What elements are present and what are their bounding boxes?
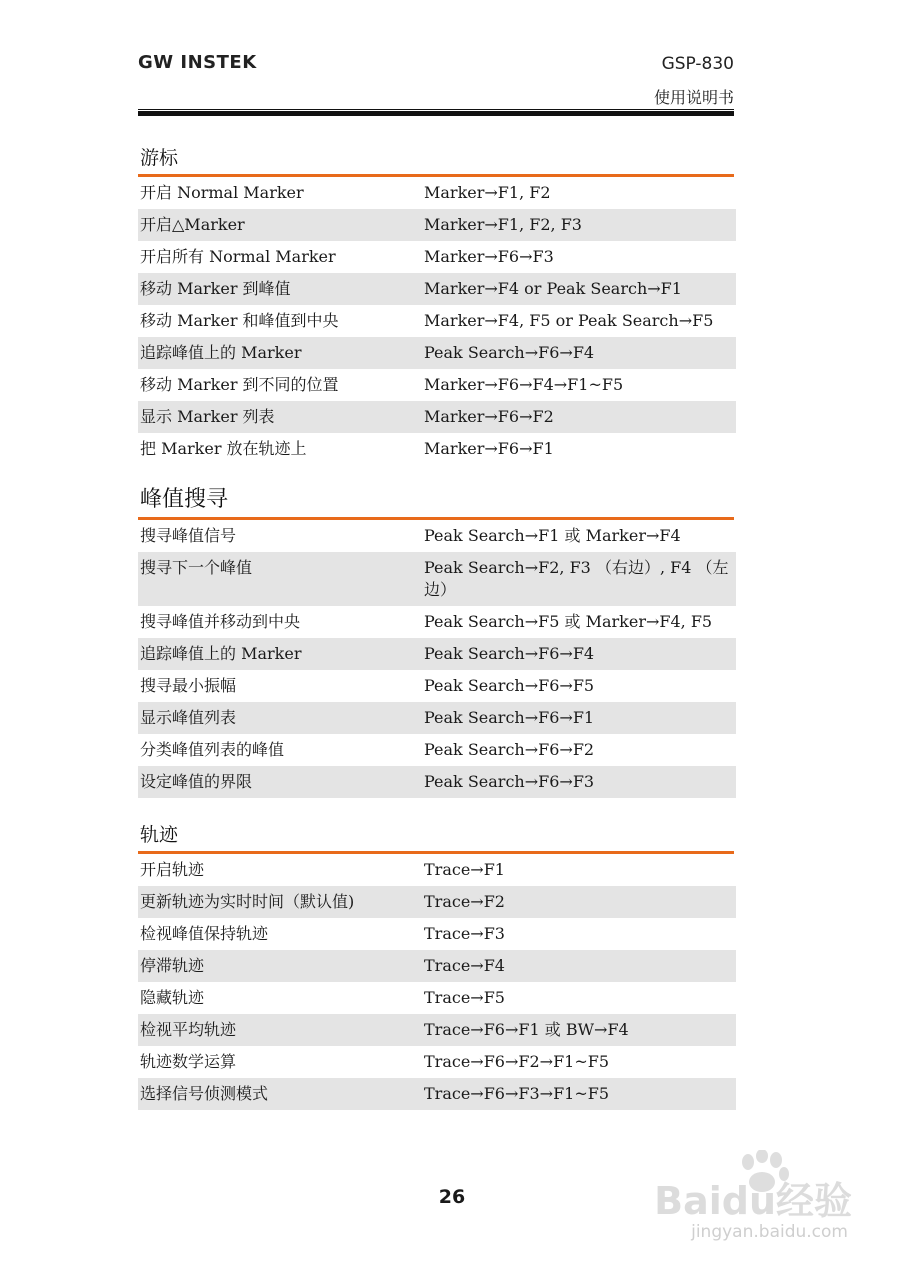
table-row xyxy=(138,433,736,465)
function-cell: 检视平均轨迹 xyxy=(140,1020,237,1039)
page-number: 26 xyxy=(438,1186,466,1208)
keys-cell: Peak Search→F6→F2 xyxy=(424,740,595,759)
keys-cell: Peak Search→F5 或 Marker→F4, F5 xyxy=(424,612,713,631)
watermark-url: jingyan.baidu.com xyxy=(691,1222,848,1242)
keys-cell: Trace→F3 xyxy=(424,924,505,943)
table-row xyxy=(138,950,736,982)
table-row xyxy=(138,918,736,950)
function-cell: 追踪峰值上的 Marker xyxy=(140,343,302,362)
function-cell: 设定峰值的界限 xyxy=(140,772,253,791)
manual-label: 使用说明书 xyxy=(653,88,734,107)
function-cell: 隐藏轨迹 xyxy=(140,988,205,1007)
keys-cell: Marker→F6→F4→F1~F5 xyxy=(424,375,624,394)
function-cell: 轨迹数学运算 xyxy=(140,1052,237,1071)
keys-cell: Marker→F6→F1 xyxy=(424,439,554,458)
model-name: GSP-830 xyxy=(661,54,734,74)
table-row xyxy=(138,552,736,606)
function-cell: 显示 Marker 列表 xyxy=(140,407,275,426)
keys-cell: Trace→F5 xyxy=(424,988,505,1007)
section-marker xyxy=(138,143,736,465)
keys-cell: Peak Search→F6→F1 xyxy=(424,708,595,727)
keys-cell: Peak Search→F6→F4 xyxy=(424,343,595,362)
keys-cell: Trace→F6→F3→F1~F5 xyxy=(424,1084,610,1103)
section-title: 峰值搜寻 xyxy=(138,482,734,520)
function-cell: 分类峰值列表的峰值 xyxy=(140,740,285,759)
keys-cell: Trace→F6→F1 或 BW→F4 xyxy=(424,1020,629,1039)
watermark-logo: Baidu经验 xyxy=(654,1179,852,1223)
table-row xyxy=(138,1014,736,1046)
table-row xyxy=(138,638,736,670)
keys-cell: Trace→F1 xyxy=(424,860,505,879)
function-cell: 显示峰值列表 xyxy=(140,708,237,727)
section-peak-search xyxy=(138,482,736,798)
table-row xyxy=(138,702,736,734)
function-cell: 开启轨迹 xyxy=(140,860,205,879)
function-cell: 追踪峰值上的 Marker xyxy=(140,644,302,663)
function-cell: 移动 Marker 和峰值到中央 xyxy=(140,311,339,330)
table-row xyxy=(138,273,736,305)
table-row xyxy=(138,520,736,552)
header-rule xyxy=(138,111,734,116)
function-cell: 选择信号侦测模式 xyxy=(140,1084,269,1103)
function-cell: 搜寻峰值并移动到中央 xyxy=(140,612,301,631)
table-row xyxy=(138,606,736,638)
table-row xyxy=(138,369,736,401)
function-cell: 搜寻峰值信号 xyxy=(140,526,237,545)
function-cell: 搜寻最小振幅 xyxy=(140,676,237,695)
keys-cell: Peak Search→F6→F3 xyxy=(424,772,595,791)
keys-cell: Marker→F6→F3 xyxy=(424,247,554,266)
keys-cell: Peak Search→F2, F3 （右边）, F4 （左边） xyxy=(424,558,729,599)
table-row xyxy=(138,982,736,1014)
table-row xyxy=(138,766,736,798)
keys-cell: Marker→F1, F2 xyxy=(424,183,551,202)
keys-cell: Marker→F4 or Peak Search→F1 xyxy=(424,279,682,298)
keys-cell: Trace→F4 xyxy=(424,956,505,975)
section-title: 轨迹 xyxy=(138,820,734,854)
brand-logo: GW INSTEK xyxy=(138,52,257,73)
function-cell: 把 Marker 放在轨迹上 xyxy=(140,439,307,458)
table-row xyxy=(138,401,736,433)
function-cell: 开启 Normal Marker xyxy=(140,183,304,202)
function-cell: 开启所有 Normal Marker xyxy=(140,247,336,266)
keys-cell: Trace→F2 xyxy=(424,892,505,911)
section-title: 游标 xyxy=(138,143,734,177)
header-rule-thin xyxy=(138,109,734,110)
function-cell: 开启△Marker xyxy=(140,215,245,234)
function-cell: 更新轨迹为实时时间（默认值) xyxy=(140,892,355,911)
function-cell: 检视峰值保持轨迹 xyxy=(140,924,269,943)
function-cell: 停滞轨迹 xyxy=(140,956,205,975)
table-row xyxy=(138,1078,736,1110)
table-row xyxy=(138,209,736,241)
table-row xyxy=(138,241,736,273)
watermark xyxy=(652,1150,852,1250)
table-row xyxy=(138,734,736,766)
keys-cell: Marker→F6→F2 xyxy=(424,407,554,426)
keys-cell: Peak Search→F6→F5 xyxy=(424,676,595,695)
table-row xyxy=(138,305,736,337)
keys-cell: Peak Search→F6→F4 xyxy=(424,644,595,663)
table-row xyxy=(138,1046,736,1078)
keys-cell: Marker→F4, F5 or Peak Search→F5 xyxy=(424,311,714,330)
keys-cell: Peak Search→F1 或 Marker→F4 xyxy=(424,526,681,545)
table-row xyxy=(138,670,736,702)
table-row xyxy=(138,854,736,886)
function-cell: 搜寻下一个峰值 xyxy=(140,558,253,577)
section-trace xyxy=(138,820,736,1110)
keys-cell: Marker→F1, F2, F3 xyxy=(424,215,582,234)
table-row xyxy=(138,886,736,918)
function-cell: 移动 Marker 到峰值 xyxy=(140,279,291,298)
keys-cell: Trace→F6→F2→F1~F5 xyxy=(424,1052,610,1071)
table-row xyxy=(138,337,736,369)
table-row xyxy=(138,177,736,209)
function-cell: 移动 Marker 到不同的位置 xyxy=(140,375,339,394)
